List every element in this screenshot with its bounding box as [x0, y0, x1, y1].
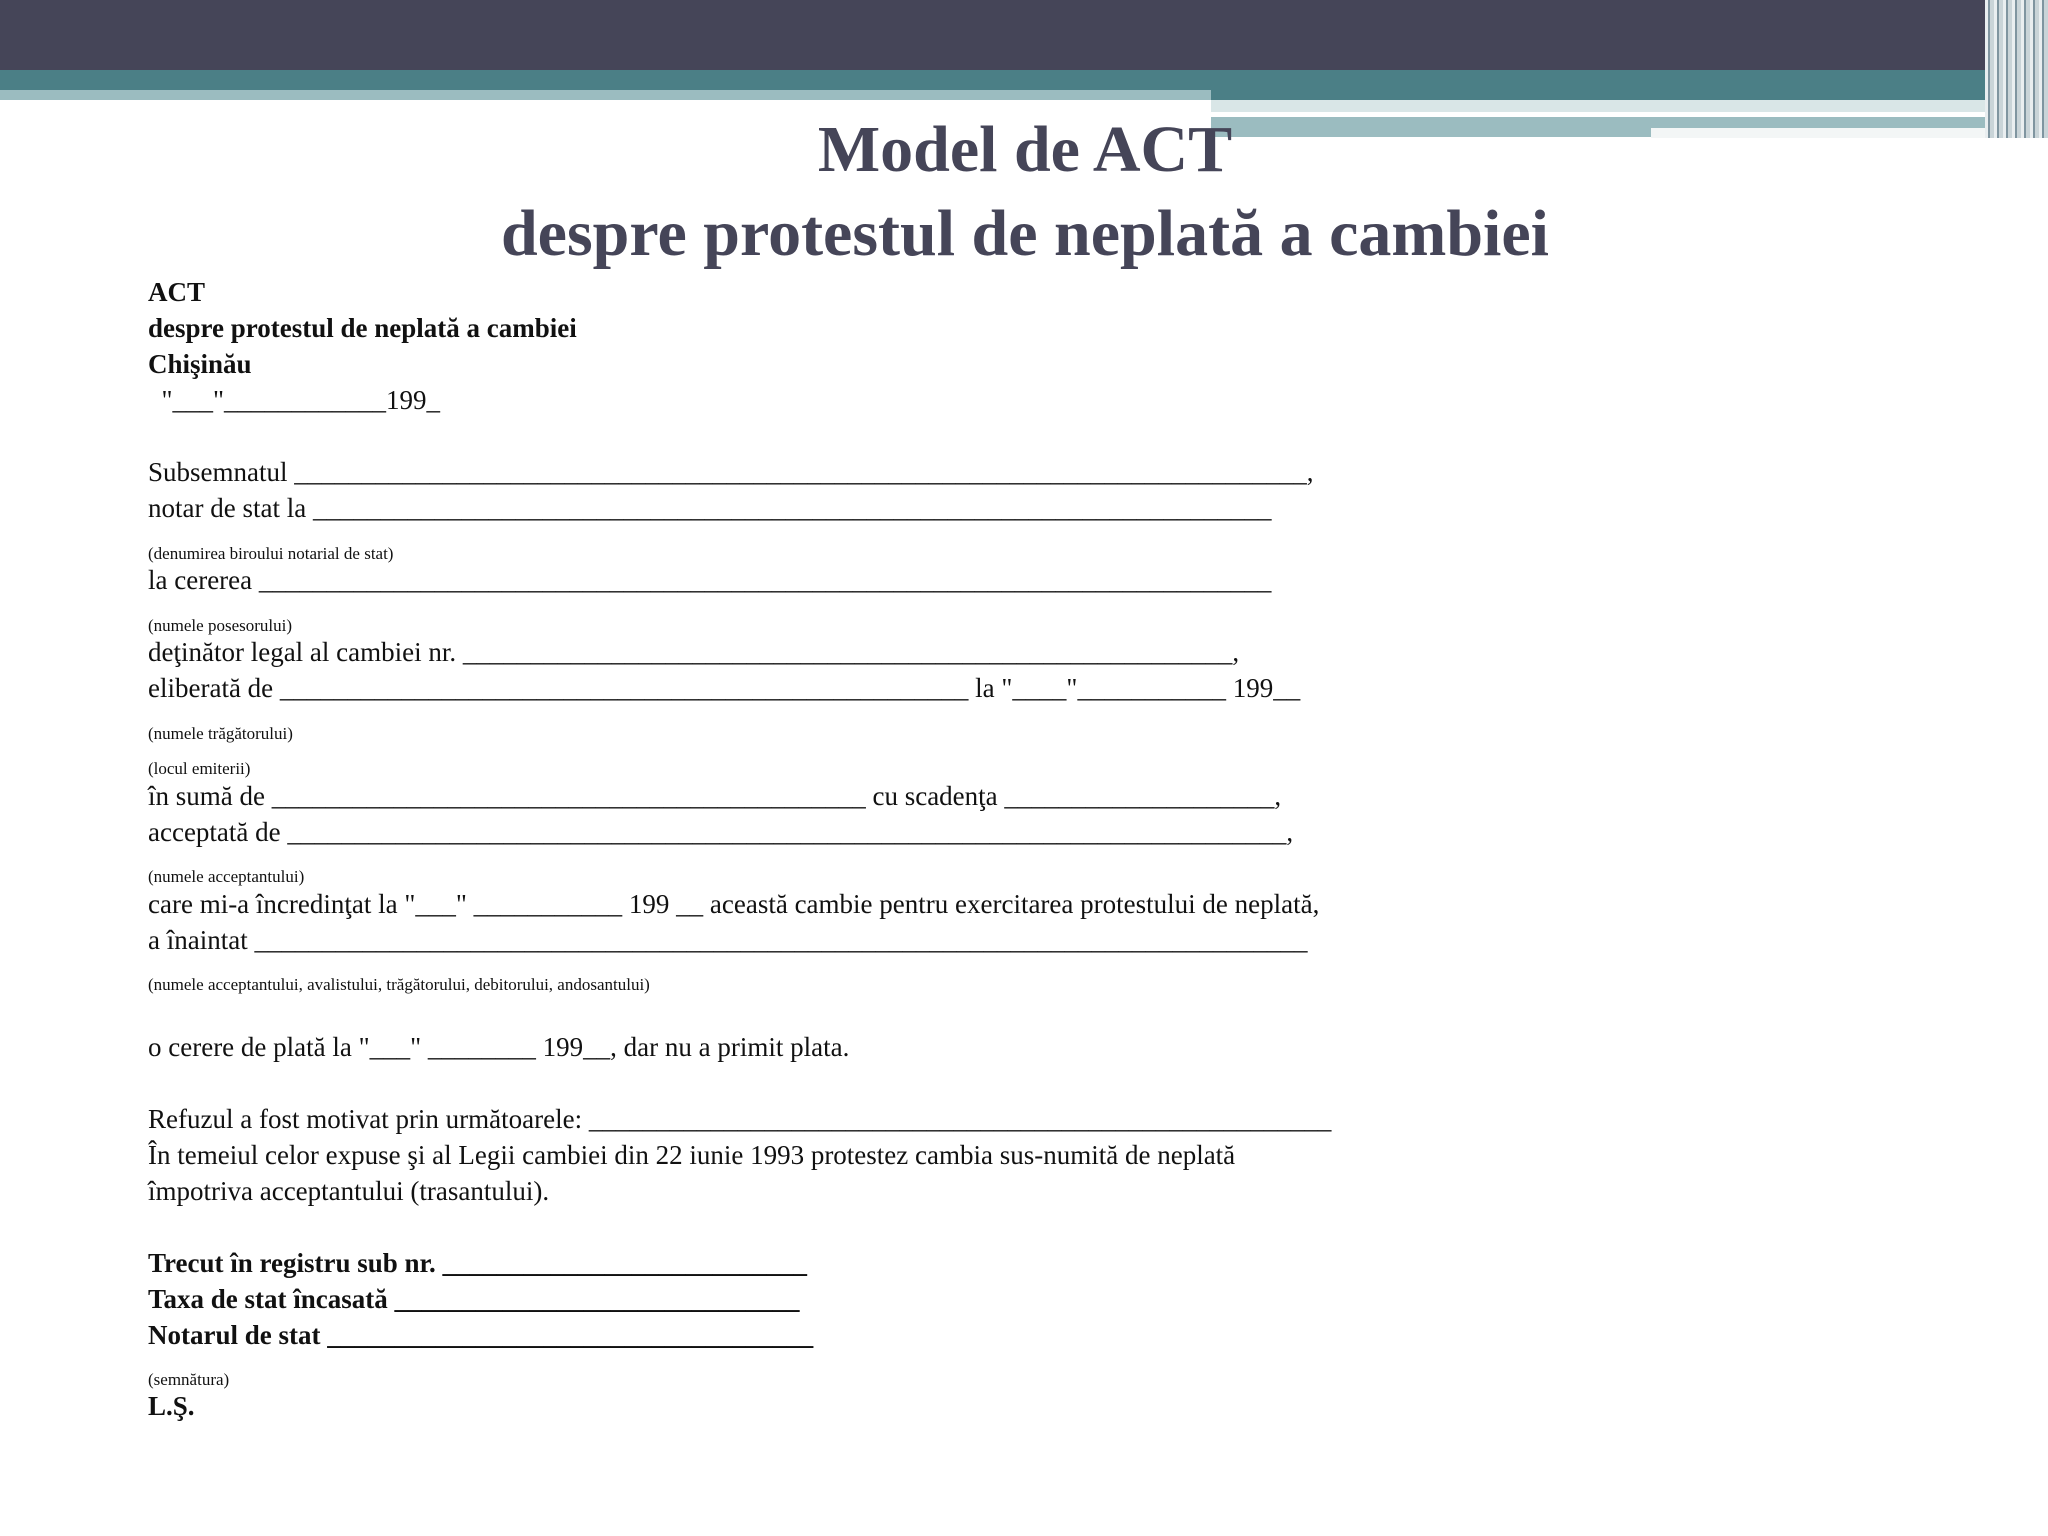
doc-heading: ACT: [148, 277, 206, 307]
header-band-fade: [1651, 128, 2011, 138]
field-refuz: Refuzul a fost motivat prin următoarele: _______________________________________________________: [148, 1104, 1332, 1134]
field-incredintat: care mi-a încredinţat la "___" ___________ 199 __ această cambie pentru exercitarea protestului de neplată,: [148, 889, 1320, 919]
field-taxa: Taxa de stat încasată ______________________________: [148, 1284, 800, 1314]
field-cererea: la cererea ___________________________________________________________________________: [148, 565, 1272, 595]
header-band-teal-left: [0, 70, 1211, 90]
field-suma: în sumă de ____________________________________________ cu scadenţa ____________________,: [148, 781, 1282, 811]
note-semnatura: (semnătura): [148, 1370, 230, 1389]
field-inaintat: a înaintat ______________________________________________________________________________: [148, 925, 1308, 955]
header-stripes-decoration: [1985, 0, 2048, 138]
note-acceptant: (numele acceptantului): [148, 867, 305, 886]
field-acceptata: acceptată de __________________________________________________________________________,: [148, 817, 1294, 847]
note-inaintat: (numele acceptantului, avalistului, trăgătorului, debitorului, andosantului): [148, 975, 650, 994]
field-registru: Trecut în registru sub nr. ___________________________: [148, 1248, 808, 1278]
header-band-light-left: [0, 90, 1211, 100]
doc-date-line: "___"____________199_: [148, 385, 441, 415]
doc-subheading: despre protestul de neplată a cambiei: [148, 313, 577, 343]
field-notar: notar de stat la _______________________________________________________________________: [148, 493, 1272, 523]
doc-seal-ls: L.Ş.: [148, 1391, 195, 1421]
note-tragator: (numele trăgătorului): [148, 724, 293, 743]
slide-title-line1: Model de ACT: [817, 113, 1233, 186]
field-detinator: deţinător legal al cambiei nr. _________________________________________________________,: [148, 637, 1240, 667]
text-impotriva: împotriva acceptantului (trasantului).: [148, 1176, 550, 1206]
field-notarul: Notarul de stat ____________________________________: [148, 1320, 814, 1350]
header-band-teal-right: [1211, 70, 2048, 100]
field-subsemnatul: Subsemnatul ___________________________________________________________________________,: [148, 457, 1314, 487]
header-band-white-line: [0, 100, 1211, 104]
header-band-dark: [0, 0, 2048, 70]
field-eliberata: eliberată de ___________________________________________________ la "____"___________ 199__: [148, 673, 1301, 703]
note-notar: (denumirea biroului notarial de stat): [148, 544, 394, 563]
slide-title-line2: despre protestul de neplată a cambiei: [500, 197, 1550, 270]
slide-title: [400, 108, 1650, 276]
doc-city: Chişinău: [148, 349, 252, 379]
note-locul: (locul emiterii): [148, 759, 251, 778]
field-cerere-plata: o cerere de plată la "___" ________ 199__, dar nu a primit plata.: [148, 1032, 850, 1062]
text-temei: În temeiul celor expuse şi al Legii cambiei din 22 iunie 1993 protestez cambia sus-numită de neplată: [148, 1140, 1236, 1170]
note-cererea: (numele posesorului): [148, 616, 292, 635]
